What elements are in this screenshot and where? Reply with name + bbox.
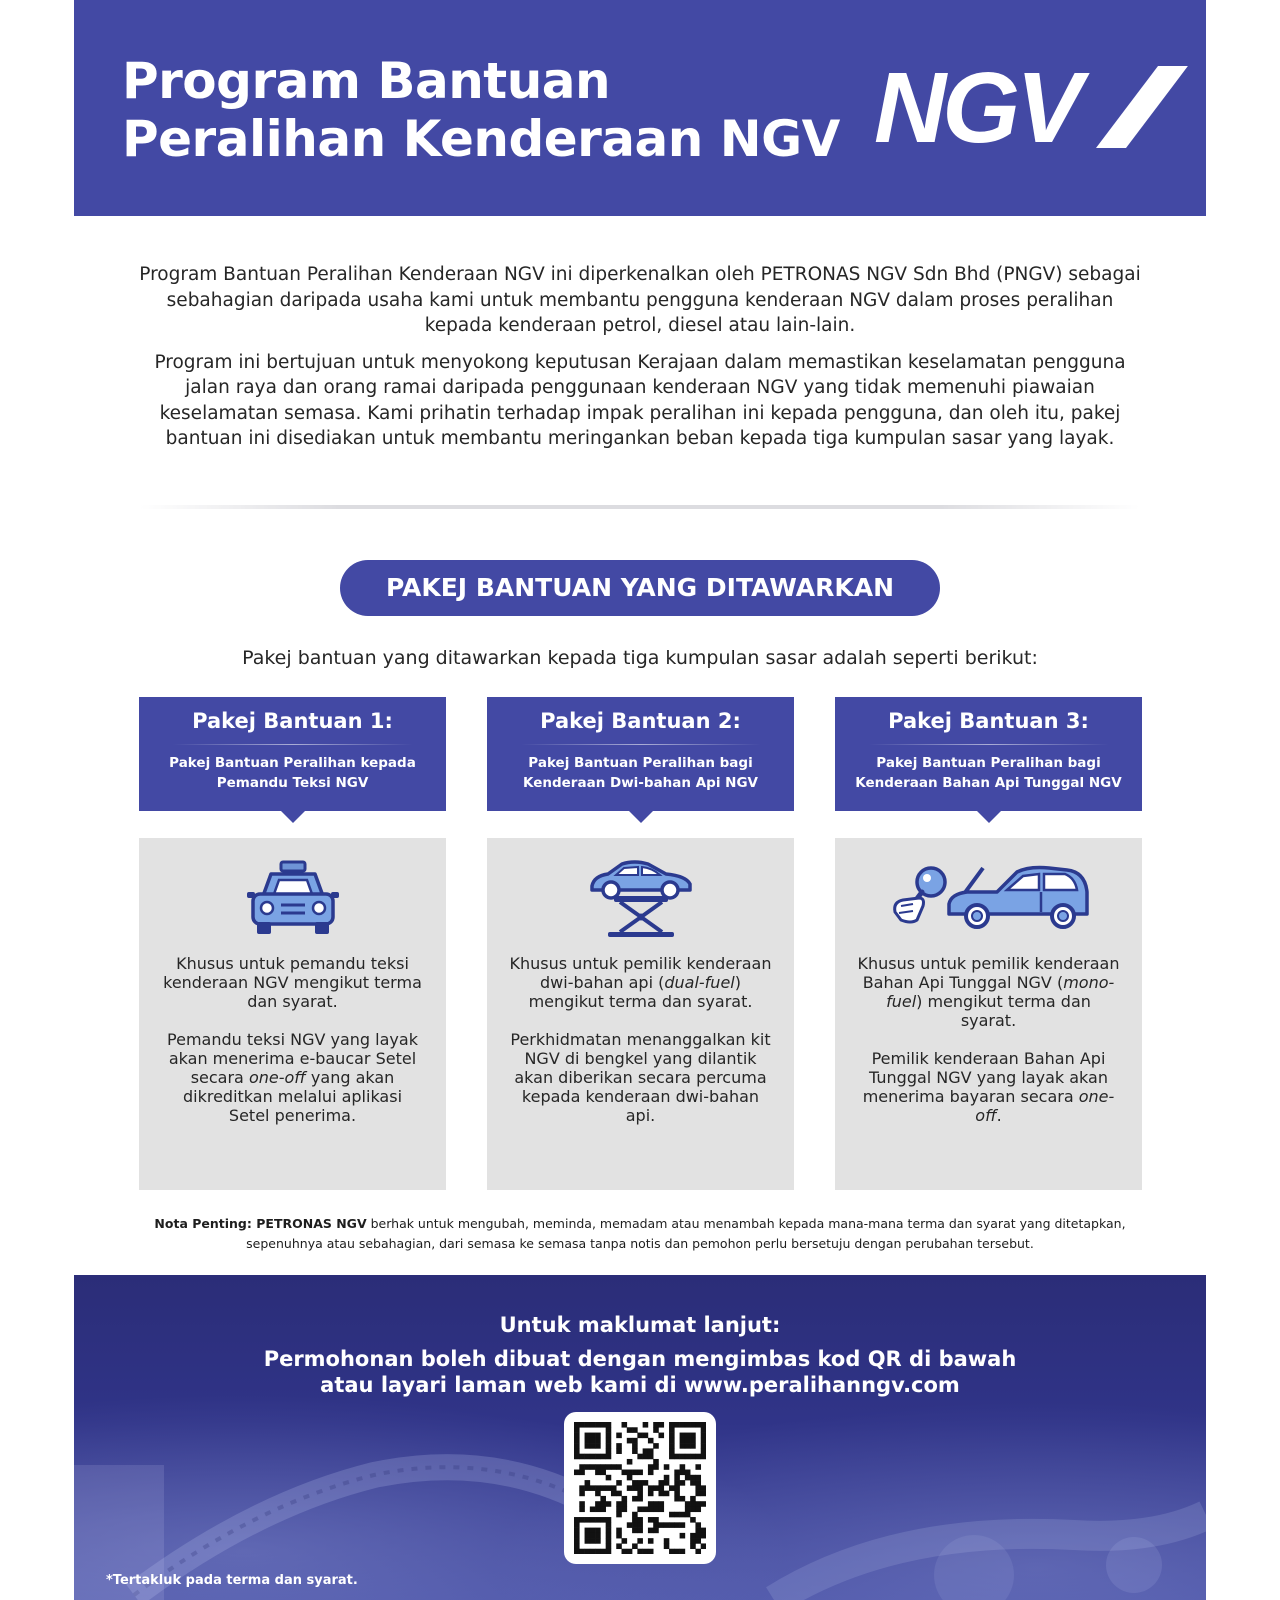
- intro-paragraph-2: Program ini bertujuan untuk menyokong keputusan Kerajaan dalam memastikan keselamatan pengguna jalan raya dan orang ramai daripada penggunaan kenderaan NGV yang tidak memenuhi piawaian keselamatan semasa. Kami prihatin terhadap impak peralihan ini kepada pengguna, dan oleh itu, pakej bantuan ini disediakan untuk membantu meringankan beban kepada tiga kumpulan sasar yang layak.: [154, 351, 1126, 449]
- package-subtitle: Pakej Bantuan Peralihan bagi Kenderaan Bahan Api Tunggal NGV: [855, 755, 1122, 791]
- package-1-header: [139, 697, 446, 811]
- package-3-card: [835, 838, 1142, 1190]
- package-benefit: Pemandu teksi NGV yang layak akan menerima e-baucar Setel secara one-off yang akan dikreditkan melalui aplikasi Setel penerima.: [167, 1030, 418, 1125]
- package-title-rule: [173, 744, 413, 745]
- taxi-icon: [139, 858, 446, 940]
- package-title: Pakej Bantuan 3:: [888, 709, 1089, 733]
- package-eligibility: Khusus untuk pemilik kenderaan Bahan Api Tunggal NGV (mono-fuel) mengikut terma dan syarat.: [857, 954, 1120, 1030]
- logo-text: NGV: [874, 52, 1079, 164]
- package-title: Pakej Bantuan 2:: [540, 709, 741, 733]
- package-eligibility: Khusus untuk pemilik kenderaan dwi-bahan api (dual-fuel) mengikut terma dan syarat.: [509, 954, 772, 1011]
- note-brand: PETRONAS NGV: [256, 1216, 367, 1231]
- package-description: [857, 954, 1120, 1144]
- package-2-header: [487, 697, 794, 811]
- page-title: [122, 52, 840, 168]
- package-subtitle: Pakej Bantuan Peralihan kepada Pemandu Teksi NGV: [169, 755, 416, 791]
- header-banner: [74, 0, 1206, 216]
- package-eligibility: Khusus untuk pemandu teksi kenderaan NGV mengikut terma dan syarat.: [163, 954, 422, 1011]
- package-benefit: Perkhidmatan menanggalkan kit NGV di bengkel yang dilantik akan diberikan secara percuma kepada kenderaan dwi-bahan api.: [510, 1030, 771, 1125]
- logo-slash-icon: [1066, 62, 1196, 152]
- package-benefit: Pemilik kenderaan Bahan Api Tunggal NGV yang layak akan menerima bayaran secara one-off.: [862, 1049, 1115, 1125]
- footer-instructions: Permohonan boleh dibuat dengan mengimbas kod QR di bawah atau layari laman web kami di www.peralihanngv.com: [263, 1347, 1017, 1397]
- section-divider: [140, 505, 1140, 509]
- package-3-header: [835, 697, 1142, 811]
- note-text: berhak untuk mengubah, meminda, memadam atau menambah kepada mana-mana terma dan syarat yang ditetapkan, sepenuhnya atau sebahagian, dari semasa ke semasa tanpa notis dan pemohon perlu bersetuju dengan perubahan tersebut.: [246, 1216, 1126, 1251]
- qr-code[interactable]: [564, 1412, 716, 1564]
- title-line-2: Peralihan Kenderaan NGV: [122, 110, 840, 168]
- ngv-logo: [874, 52, 1079, 164]
- footer-banner: [74, 1275, 1206, 1600]
- package-description: [509, 954, 772, 1144]
- intro-paragraph-1: Program Bantuan Peralihan Kenderaan NGV ini diperkenalkan oleh PETRONAS NGV Sdn Bhd (PNGV) sebagai sebahagian daripada usaha kami untuk membantu pengguna kenderaan NGV dalam proses peralihan kepada kenderaan petrol, diesel atau lain-lain.: [139, 264, 1141, 336]
- car-inspection-icon: [835, 858, 1142, 940]
- package-title-rule: [521, 744, 761, 745]
- intro-text: [135, 262, 1145, 463]
- title-line-1: Program Bantuan: [122, 52, 611, 110]
- package-description: [161, 954, 424, 1144]
- car-lift-icon: [487, 858, 794, 940]
- package-title: Pakej Bantuan 1:: [192, 709, 393, 733]
- section-heading: PAKEJ BANTUAN YANG DITAWARKAN: [340, 560, 940, 616]
- package-subtitle: Pakej Bantuan Peralihan bagi Kenderaan Dwi-bahan Api NGV: [523, 755, 758, 791]
- terms-disclaimer: *Tertakluk pada terma dan syarat.: [106, 1573, 358, 1588]
- package-title-rule: [869, 744, 1109, 745]
- important-note: [138, 1214, 1142, 1254]
- section-lead: Pakej bantuan yang ditawarkan kepada tiga kumpulan sasar adalah seperti berikut:: [242, 647, 1038, 669]
- qr-code-icon: [574, 1422, 706, 1554]
- note-label: Nota Penting:: [154, 1216, 252, 1231]
- footer-heading: Untuk maklumat lanjut:: [499, 1313, 781, 1337]
- package-1-card: [139, 838, 446, 1190]
- package-2-card: [487, 838, 794, 1190]
